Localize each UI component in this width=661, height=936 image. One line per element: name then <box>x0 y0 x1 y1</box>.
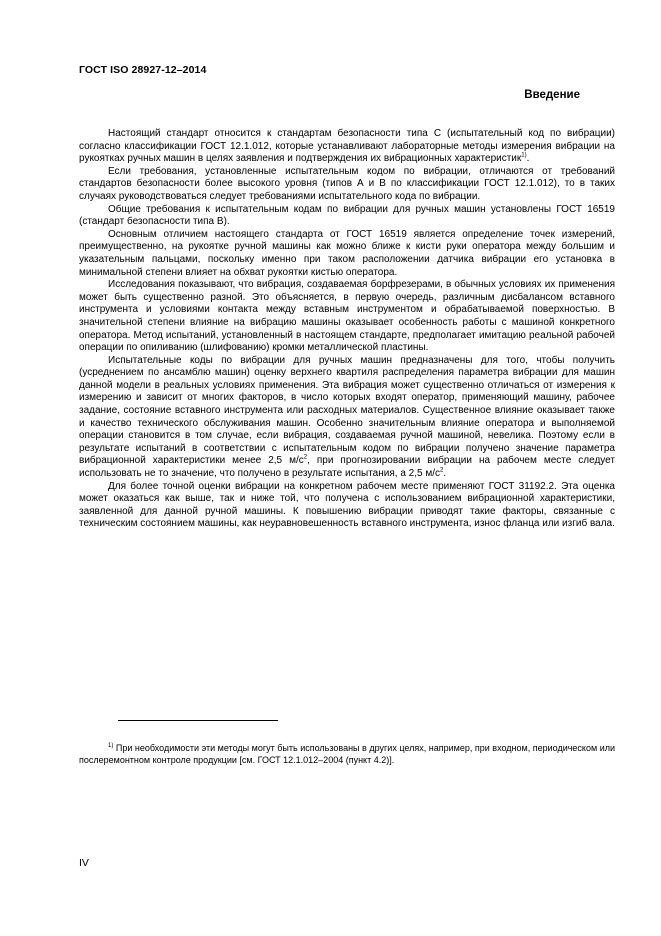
paragraph-3: Общие требования к испытательным кодам по вибрации для ручных машин установлены ГОСТ 16519 (стандарт безопасности типа В). <box>79 203 615 228</box>
section-title: Введение <box>524 89 580 101</box>
footnote-mark: 1) <box>108 743 114 749</box>
paragraph-1: Настоящий стандарт относится к стандартам безопасности типа С (испытательный код по вибрации) согласно классификации ГОСТ 12.1.012, которые устанавливают лабораторные методы измерения вибрации на рукоятках ручных машин в целях заявления и подтверждения их вибрационных характеристик$^{1)}$. <box>79 128 615 165</box>
paragraph-4: Основным отличием настоящего стандарта от ГОСТ 16519 является определение точек измерений, преимущественно, на рукоятке ручной машины как можно ближе к кисти руки оператора между большим и указательным пальцами, поскольку именно при таком расположении датчика вибрации его установка в минимальной степени влияет на обхват рукоятки кистью оператора. <box>79 228 615 278</box>
paragraph-7: Для более точной оценки вибрации на конкретном рабочем месте применяют ГОСТ 31192.2. Эта оценка может оказаться как выше, так и ниже той, что получена с использованием вибрационной характеристики, заявленной для данной ручной машины. К повышению вибрации приводят такие факторы, связанные с техническим состоянием машины, как неуравновешенность вставного инструмента, износ фланца или изгиб вала. <box>79 480 615 530</box>
body-text <box>79 128 615 531</box>
paragraph-5: Исследования показывают, что вибрация, создаваемая борфрезерами, в обычных условиях их применения может быть существенно разной. Это объясняется, в первую очередь, различным дисбалансом вставного инструмента и условиями контакта между вставным инструментом и обрабатываемой поверхностью. В значительной степени влияние на вибрацию машины оказывает особенность работы с машиной конкретного оператора. Метод испытаний, установленный в настоящем стандарте, предполагает имитацию реальной рабочей операции по опиливанию (шлифованию) кромки металлической пластины. <box>79 279 615 354</box>
footnote-text: При необходимости эти методы могут быть использованы в других целях, например, при входном, периодическом или послеремонтном контроле продукции [см. ГОСТ 12.1.012–2004 (пункт 4.2)]. <box>79 743 615 765</box>
document-code-header: ГОСТ ISO 28927-12–2014 <box>79 64 207 76</box>
paragraph-6: Испытательные коды по вибрации для ручных машин предназначены для того, чтобы получить (усреднением по ансамблю машин) оценку верхнего квартиля распределения параметра вибрации для машин данной модели в реальных условиях применения. Эта вибрация может существенно отличаться от измерения к измерению и зависит от многих факторов, в число которых входят оператор, применяющий машину, рабочее задание, состояние вставного инструмента или расходных материалов. Существенное влияние оказывает также и качество технического обслуживания машин. Особенно значительным влияние оператора и выполняемой операции становится в том случае, если вибрация, создаваемая ручной машиной, невелика. Поэтому если в результате испытаний в соответствии с испытательным кодом по вибрации получено значение параметра вибрационной характеристики менее 2,5 $м/с^2$, при прогнозировании вибрации на рабочем месте следует использовать не то значение, что получено в результате испытания, а 2,5 $м/с^2$. <box>79 354 615 480</box>
superscript-2: 2 <box>303 455 308 462</box>
footnote <box>79 742 615 766</box>
page-number: IV <box>79 857 89 869</box>
footnote-separator <box>118 720 278 721</box>
paragraph-2: Если требования, установленные испытательным кодом по вибрации, отличаются от требований стандартов безопасности более высокого уровня (типов А и В по классификации ГОСТ 12.1.012), то в таких случаях руководствоваться следует требованиями испытательного кода по вибрации. <box>79 165 615 202</box>
superscript-2: 2 <box>440 467 444 474</box>
footnote-ref: 1) <box>521 152 527 159</box>
